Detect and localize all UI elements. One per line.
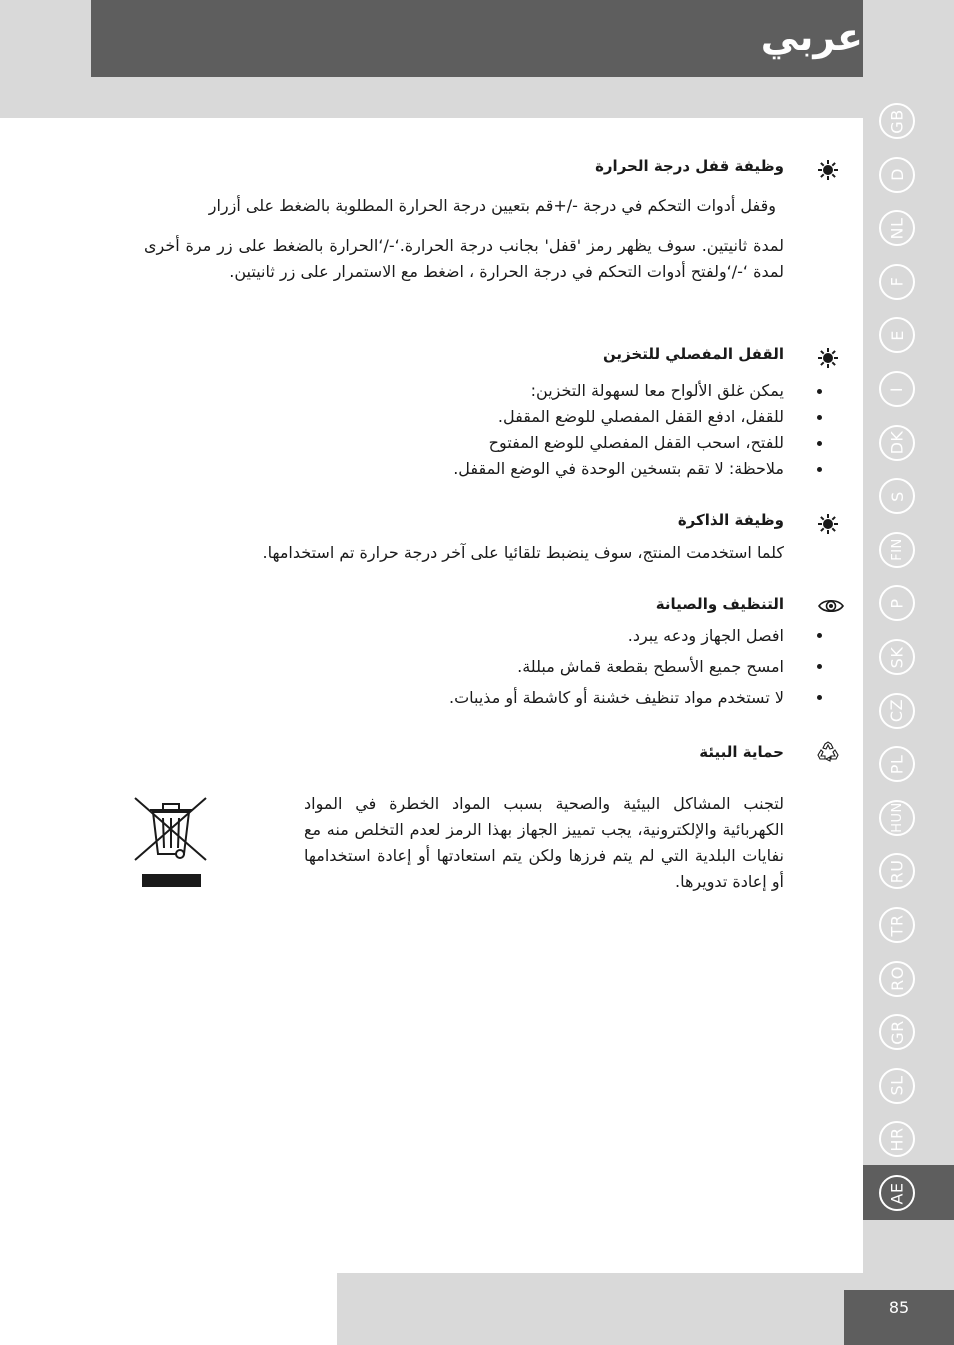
language-badge <box>879 693 915 729</box>
language-code: RU <box>887 859 907 884</box>
language-badge <box>879 264 915 300</box>
language-tab-gb[interactable] <box>863 93 954 148</box>
bullet <box>817 695 822 700</box>
language-badge <box>879 425 915 461</box>
list-item: لا تستخدم مواد تنظيف خشنة أو كاشطة أو مذيبات. <box>449 688 784 707</box>
language-tab-p[interactable] <box>863 575 954 630</box>
environment-text: لتجنب المشاكل البيئية والصحية بسبب المواد الخطرة في المواد الكهربائية والإلكترونية، يجب تمييز الجهاز بهذا الرمز لعدم التخلص منه مع نفايات البلدية التي لم يتم فرزها ولكن يتم استعادتها أو إعادة استخدامها أو إعادة تدويرها. <box>304 794 784 891</box>
language-badge <box>879 639 915 675</box>
lock-section-title: وظيفة قفل درجة الحرارة <box>595 157 784 175</box>
language-badge <box>879 103 915 139</box>
crossed-bin-icon <box>133 796 209 888</box>
language-badge <box>879 853 915 889</box>
language-code: CZ <box>887 699 907 723</box>
memory-text: كلما استخدمت المنتج، سوف ينضبط تلقائيا على آخر درجة حرارة تم استخدامها. <box>262 543 784 562</box>
language-title: عربي <box>760 15 863 59</box>
language-tab-hun[interactable] <box>863 790 954 845</box>
recycle-icon <box>816 740 840 764</box>
language-tab-f[interactable] <box>863 254 954 309</box>
language-badge <box>879 317 915 353</box>
language-tab-ru[interactable] <box>863 843 954 898</box>
memory-section-title: وظيفة الذاكرة <box>677 511 784 529</box>
list-item: امسح جميع الأسطح بقطعة قماش مبللة. <box>517 657 784 676</box>
lock-paragraph-2: لمدة ثانيتين. سوف يظهر رمز 'قفل' بجانب درجة الحرارة.‘-/‘الحرارة بالضغط على زر مرة أخرى لمدة ‘-/‘ولفتح أدوات التحكم في درجة الحرارة ، اضغط مع الاستمرار على زر ثانيتين. <box>144 236 784 281</box>
language-tab-gr[interactable] <box>863 1004 954 1059</box>
bullet <box>817 467 822 472</box>
lock-line-1: وقفل أدوات التحكم في درجة -/+قم بتعيين درجة الحرارة المطلوبة بالضغط على أزرار <box>208 196 776 215</box>
language-code: NL <box>887 217 907 240</box>
language-badge <box>879 907 915 943</box>
language-code: DK <box>887 430 907 455</box>
language-tab-sk[interactable] <box>863 629 954 684</box>
language-tab-d[interactable] <box>863 147 954 202</box>
language-code: HUN <box>889 802 905 834</box>
sun-icon <box>816 158 840 182</box>
language-code: HR <box>887 1127 907 1152</box>
language-tab-e[interactable] <box>863 307 954 362</box>
language-tab-i[interactable] <box>863 361 954 416</box>
language-tab-s[interactable] <box>863 468 954 523</box>
language-code: F <box>887 276 907 287</box>
language-code: SL <box>887 1075 907 1096</box>
language-badge <box>879 371 915 407</box>
sun-icon <box>816 346 840 370</box>
language-code: SK <box>887 646 907 668</box>
language-code: S <box>887 490 907 502</box>
language-code: PL <box>887 754 907 774</box>
language-code: RO <box>887 966 907 991</box>
language-code: AE <box>887 1181 907 1205</box>
footer-strip <box>0 1273 337 1345</box>
language-tab-ae[interactable] <box>863 1165 954 1220</box>
language-code: P <box>887 598 907 609</box>
cleaning-list <box>164 620 784 713</box>
bullet <box>817 664 822 669</box>
language-badge <box>879 1175 915 1211</box>
language-badge <box>879 210 915 246</box>
language-badge <box>879 532 915 568</box>
list-item: يمكن غلق الألواح معا لسهولة التخزين: <box>530 381 784 400</box>
sun-icon <box>816 512 840 536</box>
language-code: GR <box>887 1019 907 1045</box>
list-item: ملاحظة: لا تقم بتسخين الوحدة في الوضع المقفل. <box>453 459 784 478</box>
language-tab-hr[interactable] <box>863 1111 954 1166</box>
page-number: 85 <box>888 1298 910 1317</box>
language-tab-sl[interactable] <box>863 1058 954 1113</box>
bullet <box>817 441 822 446</box>
language-badge <box>879 478 915 514</box>
language-badge <box>879 585 915 621</box>
header-bar <box>91 0 863 77</box>
bullet <box>817 633 822 638</box>
bullet <box>817 389 822 394</box>
language-code: D <box>887 168 907 182</box>
language-badge <box>879 961 915 997</box>
language-badge <box>879 746 915 782</box>
language-code: GB <box>887 108 907 134</box>
language-badge <box>879 157 915 193</box>
language-tab-pl[interactable] <box>863 736 954 791</box>
eye-icon <box>816 594 846 618</box>
language-tab-dk[interactable] <box>863 415 954 470</box>
language-code: E <box>887 330 907 341</box>
list-item: للقفل، ادفع القفل المفصلي للوضع المقفل. <box>497 407 784 426</box>
language-tab-tr[interactable] <box>863 897 954 952</box>
storage-section-title: القفل المفصلي للتخزين <box>602 345 784 363</box>
language-badge <box>879 1014 915 1050</box>
bullet <box>817 415 822 420</box>
language-code: FIN <box>889 538 905 562</box>
page-number-box <box>844 1290 954 1345</box>
language-tab-cz[interactable] <box>863 683 954 738</box>
language-badge <box>879 1121 915 1157</box>
language-tab-ro[interactable] <box>863 951 954 1006</box>
storage-list <box>164 378 784 482</box>
list-item: للفتح، اسحب القفل المفصلي للوضع المفتوح <box>488 433 784 452</box>
language-code: TR <box>887 914 907 936</box>
language-code: I <box>887 386 907 392</box>
cleaning-section-title: التنظيف والصيانة <box>655 595 784 613</box>
environment-section-title: حماية البيئة <box>699 743 784 761</box>
language-tab-fin[interactable] <box>863 522 954 577</box>
language-tab-nl[interactable] <box>863 200 954 255</box>
language-sidebar <box>863 90 954 1240</box>
list-item: افصل الجهاز ودعه يبرد. <box>627 626 784 645</box>
language-badge <box>879 800 915 836</box>
language-badge <box>879 1068 915 1104</box>
